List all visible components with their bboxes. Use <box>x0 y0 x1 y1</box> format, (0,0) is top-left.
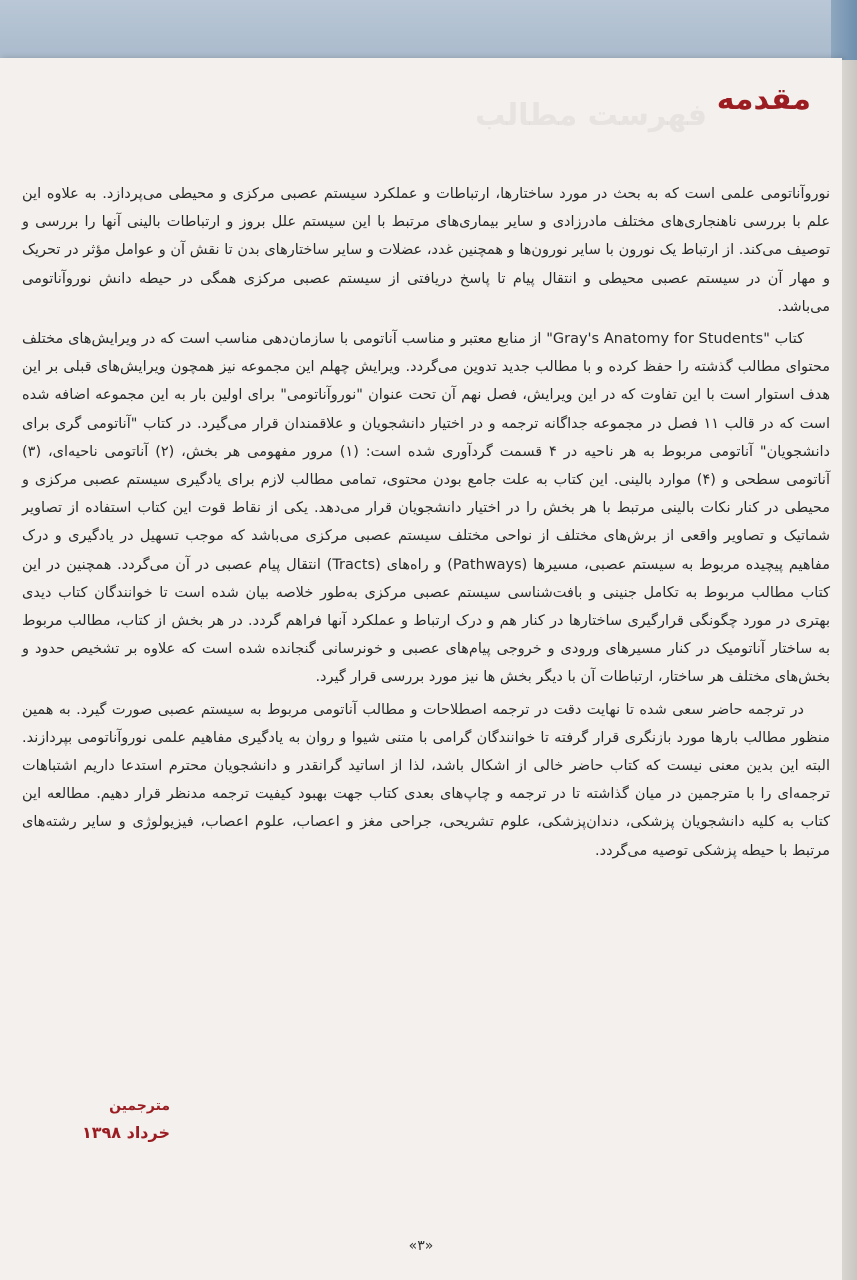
signature-block <box>40 1094 170 1148</box>
page-title: مقدمه <box>716 82 811 117</box>
body-text <box>22 180 830 869</box>
translators-label: مترجمین <box>109 1098 170 1114</box>
show-through-heading: فهرست مطالب <box>475 98 707 133</box>
signature-date: خرداد ۱۳۹۸ <box>81 1123 170 1142</box>
paragraph-1: نوروآناتومی علمی است که به بحث در مورد ساختارها، ارتباطات و عملکرد سیستم عصبی مرکزی و محیطی می‌پردازد. به علاوه این علم با بررسی ناهنجاری‌های مختلف مادرزادی و سایر بیماری‌های مرتبط با این سیستم علل بروز و ارتباطات بالینی آنها را بررسی و توصیف می‌کند. از ارتباط یک نورون با سایر نورون‌ها و همچنین غدد، عضلات و سایر ساختارهای بدن تا نقش آن و عوامل مؤثر در تحریک و مهار آن در سیستم عصبی محیطی و انتقال پیام تا پاسخ دریافتی از سیستم عصبی مرکزی همگی در حیطه دانش نوروآناتومی می‌باشد. <box>22 186 830 315</box>
page-stack-edge <box>842 60 857 1280</box>
background-top <box>0 0 857 66</box>
page-number: «۳» <box>408 1238 434 1254</box>
paragraph-3: در ترجمه حاضر سعی شده تا نهایت دقت در ترجمه اصطلاحات و مطالب آناتومی مربوط به سیستم عصبی صورت گیرد. به همین منظور مطالب بارها مورد بازنگری قرار گرفته تا خوانندگان گرامی با متنی شیوا و روان به یادگیری مفاهیم علمی نوروآناتومی بپردازند. البته این بدین معنی نیست که کتاب حاضر خالی از اشکال باشد، لذا از اساتید گرانقدر و دانشجویان محترم استدعا داریم اشتباهات ترجمه‌ای را با مترجمین در میان گذاشته تا در ترجمه و چاپ‌های بعدی کتاب جهت بهبود کیفیت ترجمه مدنظر قرار دهیم. مطالعه این کتاب به کلیه دانشجویان پزشکی، دندان‌پزشکی، علوم تشریحی، جراحی مغز و اعصاب، علوم اعصاب، فیزیولوژی و سایر رشته‌های مرتبط با حیطه پزشکی توصیه می‌گردد. <box>22 701 830 859</box>
book-spine-edge <box>831 0 857 60</box>
paragraph-2: کتاب "Gray's Anatomy for Students" از منابع معتبر و مناسب آناتومی با سازمان‌دهی مناسب است که در ویرایش‌های مختلف محتوای مطالب گذشته را حفظ کرده و با مطالب جدید تدوین می‌گردد. ویرایش چهلم این مجموعه نیز همچون ویرایش‌های قبلی بر این هدف استوار است با این تفاوت که در این ویرایش، فصل نهم آن تحت عنوان "نوروآناتومی" برای اولین بار به این مجموعه اضافه شده است که در قالب ۱۱ فصل در مجموعه جداگانه ترجمه و در اختیار دانشجویان و علاقمندان قرار می‌گیرد. در کتاب "آناتومی گری برای دانشجویان" آناتومی مربوط به هر ناحیه در ۴ قسمت گردآوری شده است: (۱) مرور مفهومی هر بخش، (۲) آناتومی ناحیه‌ای، (۳) آناتومی سطحی و (۴) موارد بالینی. این کتاب به علت جامع بودن محتوی، تمامی مطالب لازم برای یادگیری سیستم عصبی مرکزی و محیطی در کنار نکات بالینی مرتبط با هر بخش را در اختیار دانشجویان قرار می‌دهد. یکی از نقاط قوت این کتاب استفاده از تصاویر شماتیک و تصاویر واقعی از برش‌های مختلف از نواحی مختلف سیستم عصبی مرکزی می‌باشد که موجب تسهیل در یادگیری و درک مفاهیم پیچیده مربوط به سیستم عصبی، مسیرها (Pathways) و راه‌های (Tracts) انتقال پیام عصبی در آن می‌گردد. همچنین در این کتاب مطالب مربوط به تکامل جنینی و بافت‌شناسی سیستم عصبی مرکزی به‌طور خلاصه بیان شده است تا خوانندگان کتاب دیدی بهتری در مورد چگونگی قرارگیری ساختارها در کنار هم و درک ارتباط و عملکرد آنها فراهم گردد. در هر بخش از کتاب، مطالب مربوط به ساختار آناتومیک در کنار مسیرهای ورودی و خروجی پیام‌های عصبی و خونرسانی گنجانده شده است که علاوه بر تشخیص حدود و بخش‌های مختلف هر ساختار، ارتباطات آن با دیگر بخش ها نیز مورد بررسی قرار گیرد. <box>22 331 831 686</box>
